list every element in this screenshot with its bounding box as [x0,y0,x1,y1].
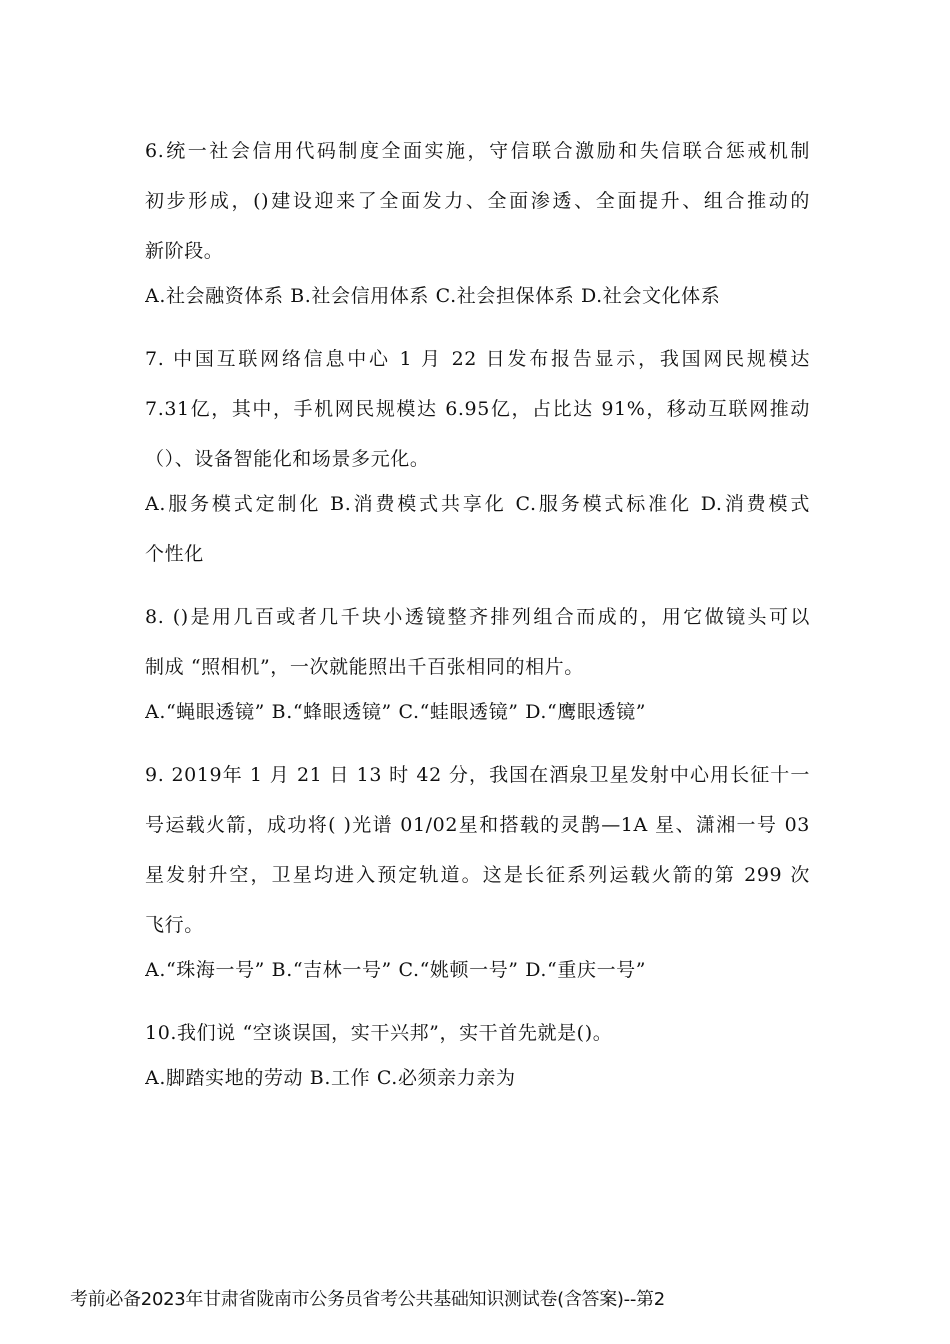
question-9-options: A.“珠海一号” B.“吉林一号” C.“姚顿一号” D.“重庆一号” [145,959,647,981]
page-footer: 考前必备2023年甘肃省陇南市公务员省考公共基础知识测试卷(含答案)--第2 [70,1289,665,1310]
question-8-stem-line-2: 制成 “照相机”，一次就能照出千百张相同的相片。 [145,656,584,678]
question-8-options: A.“蝇眼透镜” B.“蜂眼透镜” C.“蛙眼透镜” D.“鹰眼透镜” [145,701,647,723]
question-7-stem-line-3: （）、设备智能化和场景多元化。 [145,448,430,470]
question-6-stem-line-1: 6.统一社会信用代码制度全面实施，守信联合激励和失信联合惩戒机制 [145,140,810,162]
question-6 [145,138,810,309]
question-7-stem-line-2: 7.31亿，其中，手机网民规模达 6.95亿，占比达 91%，移动互联网推动 [145,398,810,420]
question-7-stem-line-1: 7. 中国互联网络信息中心 1 月 22 日发布报告显示，我国网民规模达 [145,348,810,370]
question-9 [145,762,810,983]
question-6-stem-line-2: 初步形成，()建设迎来了全面发力、全面渗透、全面提升、组合推动的 [145,190,810,212]
question-8 [145,604,810,725]
question-10-options: A.脚踏实地的劳动 B.工作 C.必须亲力亲为 [145,1067,516,1089]
question-10 [145,1020,810,1091]
question-9-stem-line-3: 星发射升空，卫星均进入预定轨道。这是长征系列运载火箭的第 299 次 [145,864,810,886]
question-9-stem-line-1: 9. 2019年 1 月 21 日 13 时 42 分，我国在酒泉卫星发射中心用长征十一 [145,764,810,786]
question-10-stem-line-1: 10.我们说 “空谈误国，实干兴邦”，实干首先就是()。 [145,1022,613,1044]
question-6-stem-line-3: 新阶段。 [145,240,224,262]
question-7 [145,346,810,567]
question-6-options: A.社会融资体系 B.社会信用体系 C.社会担保体系 D.社会文化体系 [145,285,721,307]
question-8-stem-line-1: 8. ()是用几百或者几千块小透镜整齐排列组合而成的，用它做镜头可以 [145,606,810,628]
question-9-stem-line-2: 号运载火箭，成功将( )光谱 01/02星和搭载的灵鹊—1A 星、潇湘一号 03 [145,814,810,836]
question-9-stem-line-4: 飞行。 [145,914,204,936]
question-list [145,138,810,1091]
question-7-options-line-2: 个性化 [145,543,204,565]
question-7-options-line-1: A.服务模式定制化 B.消费模式共享化 C.服务模式标准化 D.消费模式 [145,493,810,515]
